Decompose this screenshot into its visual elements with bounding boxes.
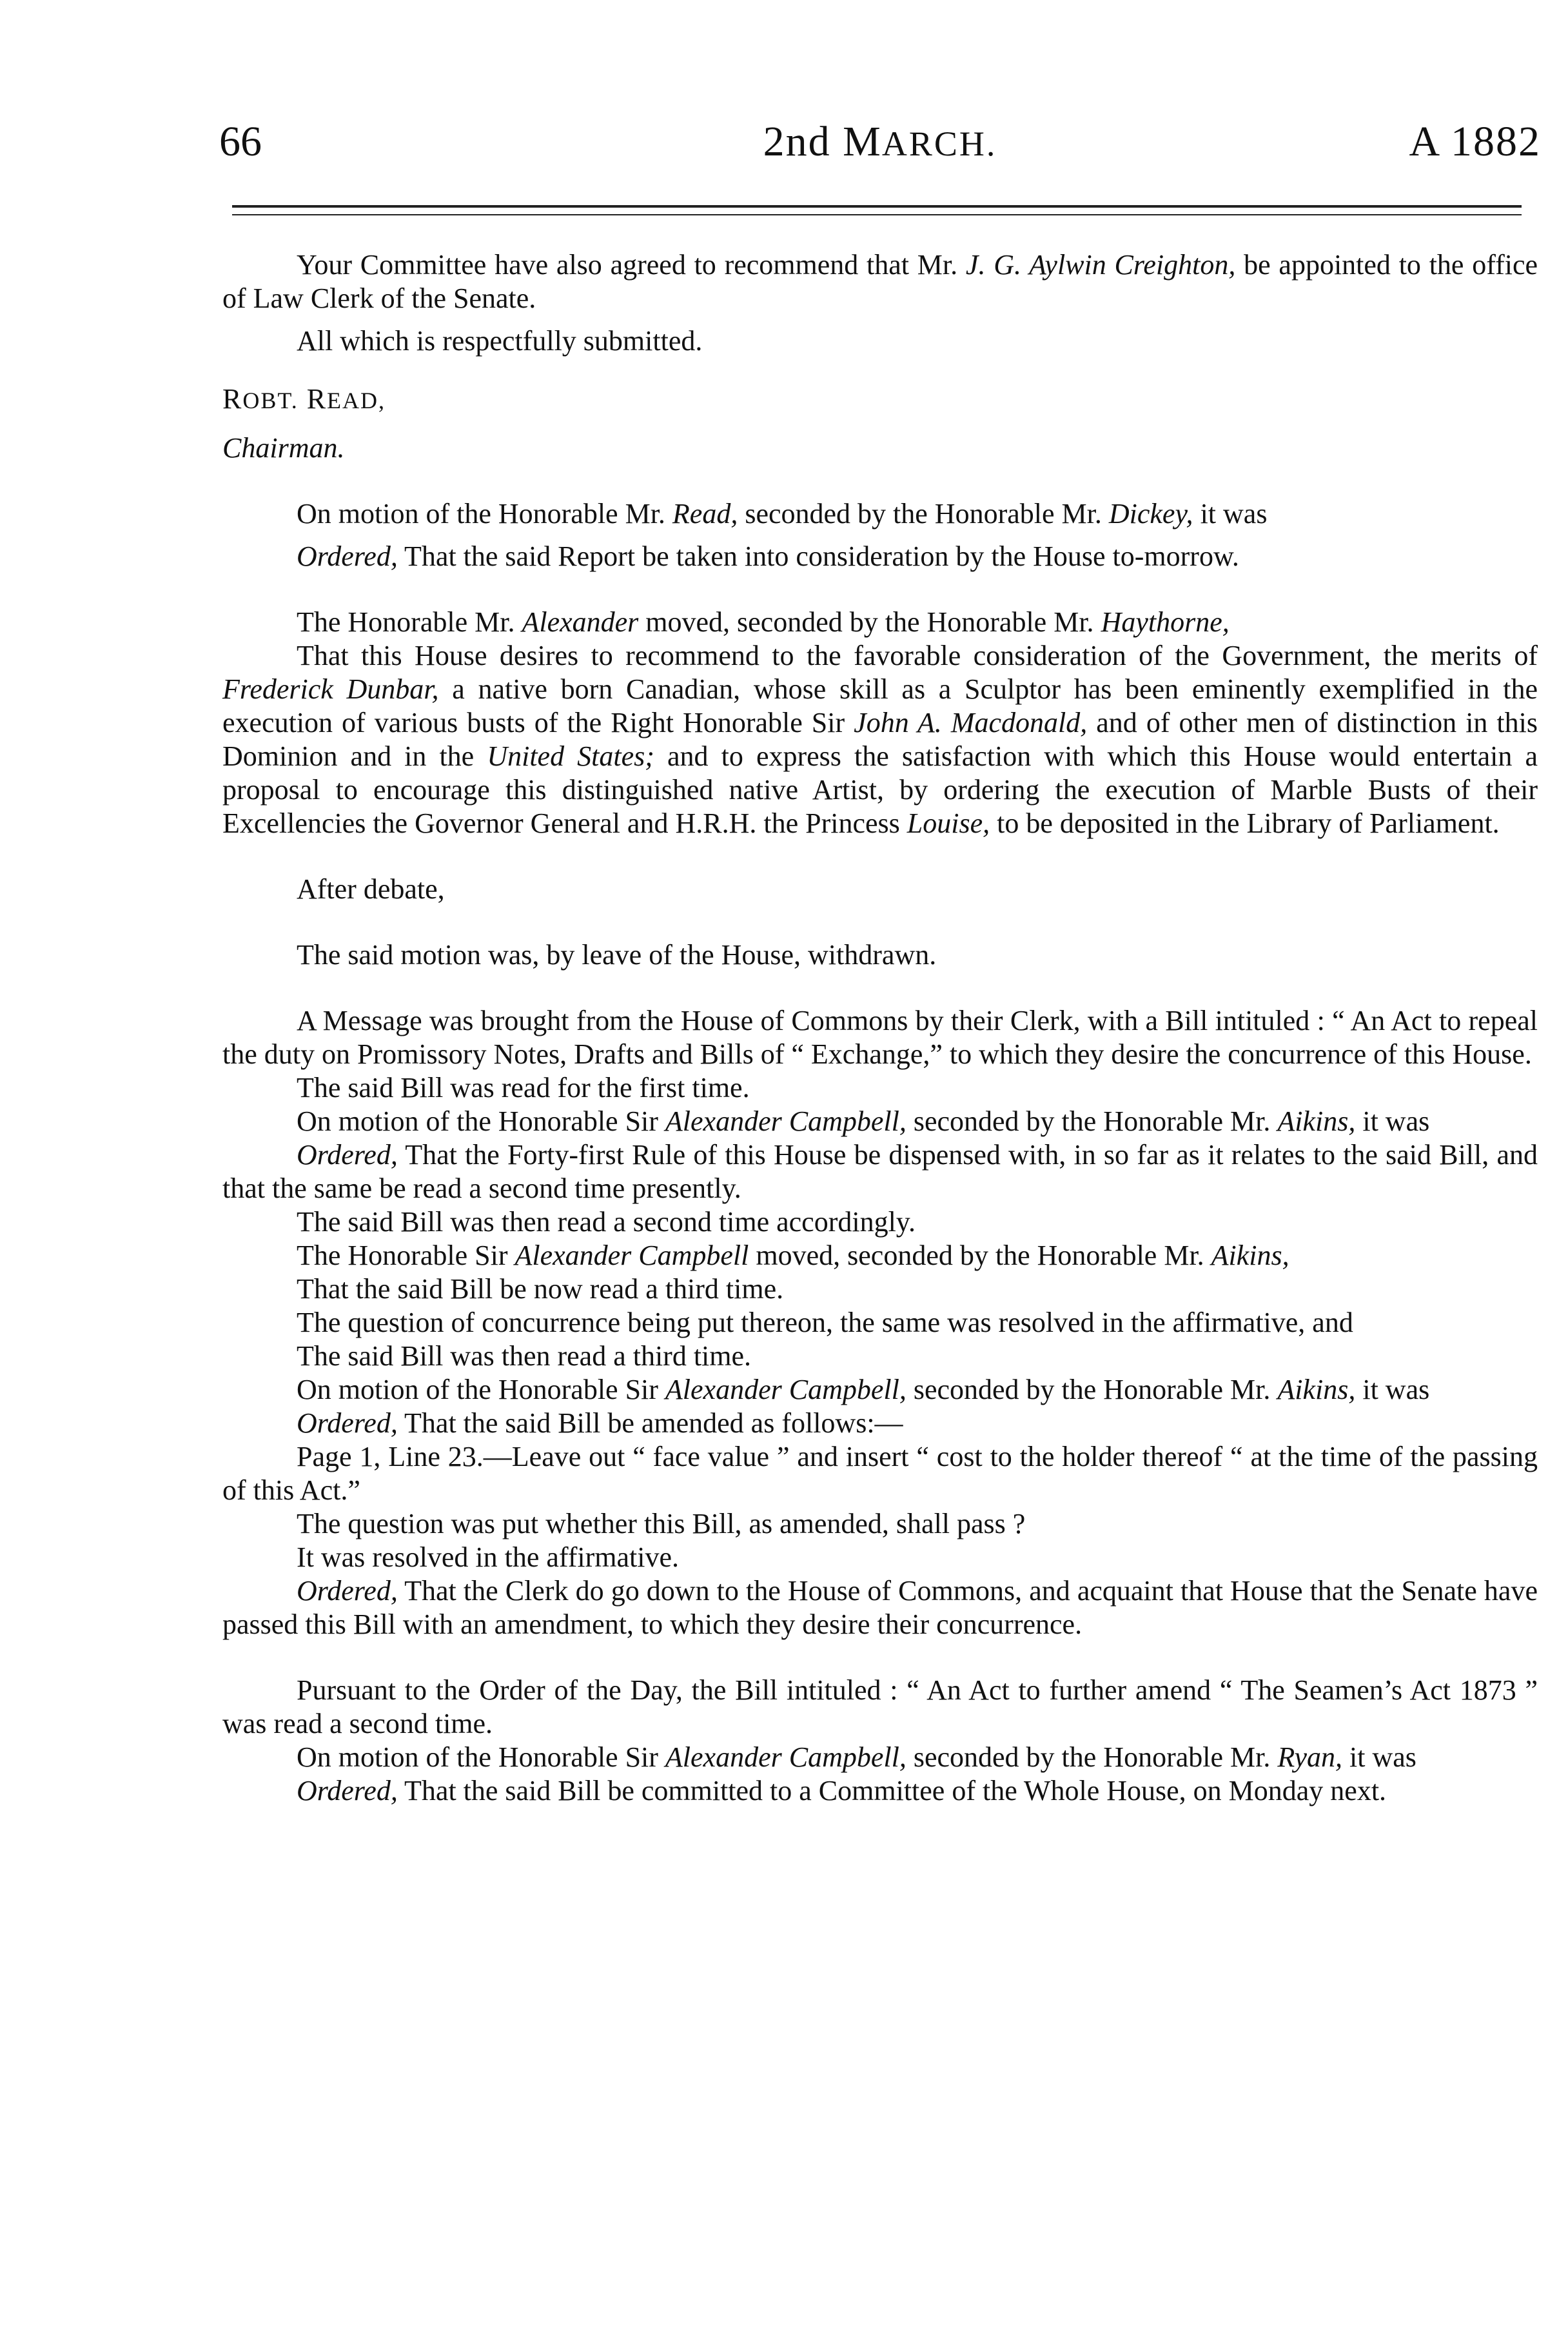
resolved-affirmative: It was resolved in the affirmative. (297, 1541, 679, 1573)
header-date: 2nd MARCH. (763, 118, 997, 165)
motion-read: On motion of the Honorable Mr. Read, seconded by the Honorable Mr. Dickey, it was (297, 498, 1268, 529)
ordered-clerk: Ordered, That the Clerk do go down to the House of Commons, and acquaint that House that the Senate have passed this Bill with an amendment, to which they desire their concurrence. (222, 1575, 1538, 1640)
header-year: A 1882 (1409, 118, 1541, 165)
motion-campbell-3: On motion of the Honorable Sir Alexander Campbell, seconded by the Honorable Mr. Aikins, it was (297, 1374, 1430, 1405)
ordered-rule-dispensed: Ordered, That the Forty-first Rule of this House be dispensed with, in so far as it relates to the said Bill, and that the same be read a second time presently. (222, 1139, 1538, 1204)
after-debate: After debate, (297, 873, 445, 905)
page-number: 66 (219, 118, 262, 165)
header-rule-thick (232, 205, 1522, 208)
committee-recommendation: Your Committee have also agreed to recommend that Mr. J. G. Aylwin Creighton, be appointed to the office of Law Clerk of the Senate. (222, 249, 1538, 314)
motion-campbell-2: The Honorable Sir Alexander Campbell moved, seconded by the Honorable Mr. Aikins, (297, 1240, 1289, 1271)
third-reading: The said Bill was then read a third time. (297, 1340, 752, 1372)
signer-name: ROBT. READ, (222, 383, 386, 415)
third-reading-motion: That the said Bill be now read a third time. (297, 1273, 784, 1305)
first-reading: The said Bill was read for the first time. (297, 1072, 750, 1103)
document-body (222, 248, 1538, 1808)
ordered-committee: Ordered, That the said Bill be committed to a Committee of the Whole House, on Monday next. (297, 1775, 1387, 1806)
ordered-report: Ordered, That the said Report be taken into consideration by the House to-morrow. (297, 540, 1239, 572)
motion-alexander-text: That this House desires to recommend to the favorable consideration of the Government, the merits of Frederick Dunbar, a native born Canadian, whose skill as a Sculptor has been eminently exemplified in the execution of various busts of the Right Honorable Sir John A. Macdonald, and of other men of distinction in this Dominion and in the United States; and to express the satisfaction with which this House would entertain a proposal to encourage this distinguished native Artist, by ordering the execution of Marble Busts of their Excellencies the Governor General and H.R.H. the Princess Louise, to be deposited in the Library of Parliament. (222, 640, 1538, 839)
motion-campbell-ryan: On motion of the Honorable Sir Alexander Campbell, seconded by the Honorable Mr. Ryan, it was (297, 1741, 1416, 1773)
commons-message: A Message was brought from the House of Commons by their Clerk, with a Bill intituled : “ An Act to repeal the duty on Promissory Notes, Drafts and Bills of “ Exchange,” to which they desire the concurrence of this House. (222, 1005, 1538, 1070)
pass-question: The question was put whether this Bill, as amended, shall pass ? (297, 1508, 1026, 1539)
signer-title: Chairman. (222, 432, 345, 464)
submitted-line: All which is respectfully submitted. (297, 325, 703, 357)
ordered-amendment: Ordered, That the said Bill be amended as follows:— (297, 1407, 903, 1439)
page-header (219, 113, 1541, 171)
header-rule-thin (232, 214, 1522, 215)
motion-withdrawn: The said motion was, by leave of the House, withdrawn. (297, 939, 937, 971)
concurrence-question: The question of concurrence being put thereon, the same was resolved in the affirmative, and (297, 1307, 1353, 1338)
seamen-bill: Pursuant to the Order of the Day, the Bill intituled : “ An Act to further amend “ The Seamen’s Act 1873 ” was read a second time. (222, 1674, 1538, 1739)
second-reading: The said Bill was then read a second time accordingly. (297, 1206, 916, 1238)
motion-alexander: The Honorable Mr. Alexander moved, seconded by the Honorable Mr. Haythorne, (297, 606, 1230, 638)
motion-campbell-1: On motion of the Honorable Sir Alexander Campbell, seconded by the Honorable Mr. Aikins, it was (297, 1105, 1430, 1137)
amendment-text: Page 1, Line 23.—Leave out “ face value ” and insert “ cost to the holder thereof “ at the time of the passing of this Act.” (222, 1441, 1538, 1506)
